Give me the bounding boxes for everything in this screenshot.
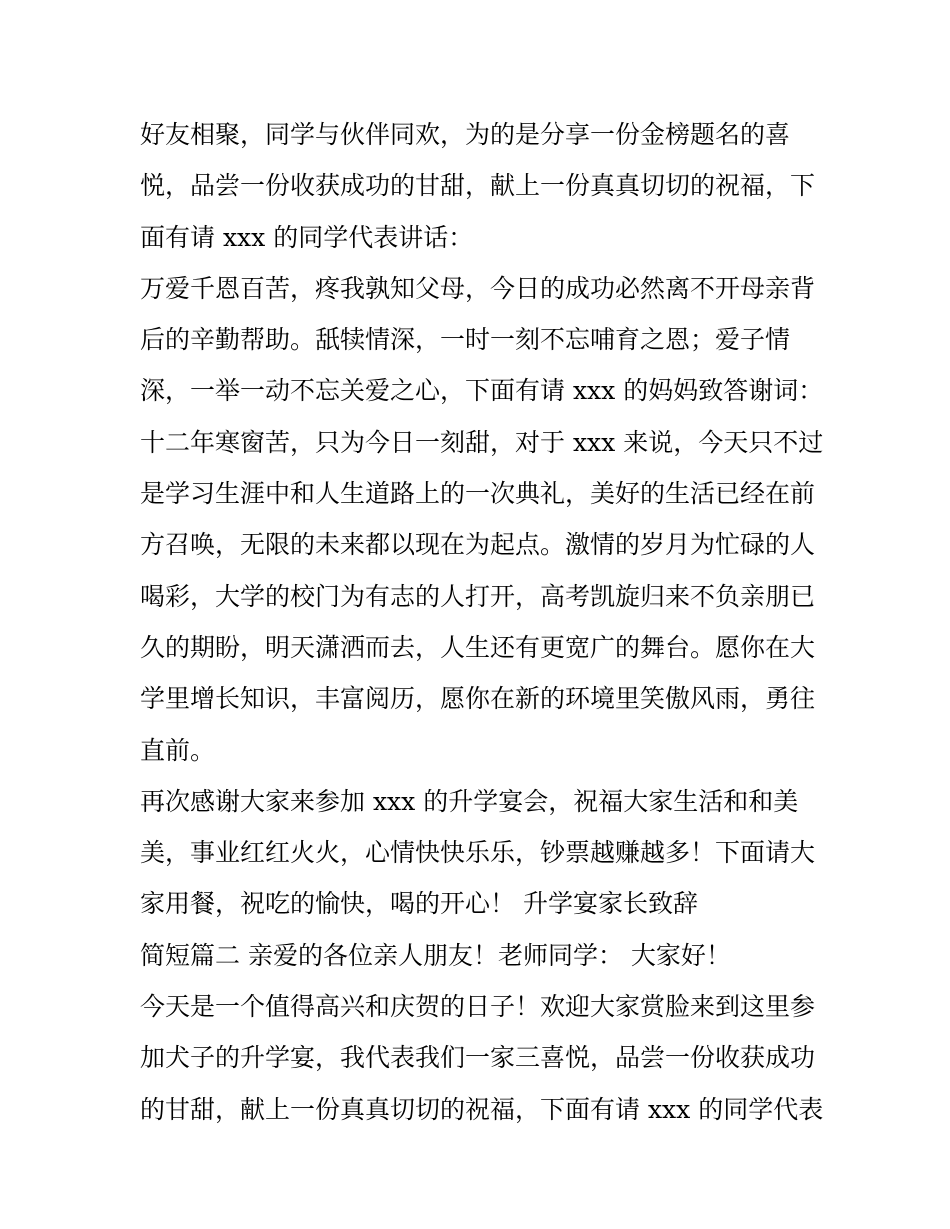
text-line: 学里增长知识，丰富阅历，愿你在新的环境里笑傲风雨，勇往 <box>140 684 816 714</box>
text-line: 方召唤，无限的未来都以现在为起点。激情的岁月为忙碌的人 <box>140 530 816 560</box>
text-line: 简短篇二 亲爱的各位亲人朋友！老师同学： 大家好！ <box>140 940 731 970</box>
text-line: 喝彩，大学的校门为有志的人打开，高考凯旋归来不负亲朋已 <box>140 581 816 611</box>
text-line: 是学习生涯中和人生道路上的一次典礼，美好的生活已经在前 <box>140 479 816 509</box>
text-line: 的甘甜，献上一份真真切切的祝福，下面有请 xxx 的同学代表 <box>140 1094 824 1124</box>
text-line: 面有请 xxx 的同学代表讲话： <box>140 222 474 252</box>
text-line: 万爱千恩百苦，疼我孰知父母，今日的成功必然离不开母亲背 <box>140 273 816 303</box>
text-line: 深，一举一动不忘关爱之心，下面有请 xxx 的妈妈致答谢词： <box>140 376 824 406</box>
text-line: 悦，品尝一份收获成功的甘甜，献上一份真真切切的祝福，下 <box>140 171 816 201</box>
text-line: 久的期盼，明天潇洒而去，人生还有更宽广的舞台。愿你在大 <box>140 632 816 662</box>
text-line: 好友相聚，同学与伙伴同欢，为的是分享一份金榜题名的喜 <box>140 120 791 149</box>
text-line: 直前。 <box>140 735 216 765</box>
text-line: 再次感谢大家来参加 xxx 的升学宴会，祝福大家生活和和美 <box>140 786 799 816</box>
text-line: 今天是一个值得高兴和庆贺的日子！欢迎大家赏脸来到这里参 <box>140 992 816 1022</box>
body-text <box>140 109 824 1135</box>
text-line: 后的辛勤帮助。舐犊情深，一时一刻不忘哺育之恩；爱子情 <box>140 325 791 355</box>
text-line: 十二年寒窗苦，只为今日一刻甜，对于 xxx 来说，今天只不过 <box>140 427 824 457</box>
text-line: 加犬子的升学宴，我代表我们一家三喜悦，品尝一份收获成功 <box>140 1043 816 1073</box>
text-line: 家用餐，祝吃的愉快，喝的开心！ 升学宴家长致辞 <box>140 889 698 919</box>
text-line: 美，事业红红火火，心情快快乐乐，钞票越赚越多！下面请大 <box>140 838 816 868</box>
